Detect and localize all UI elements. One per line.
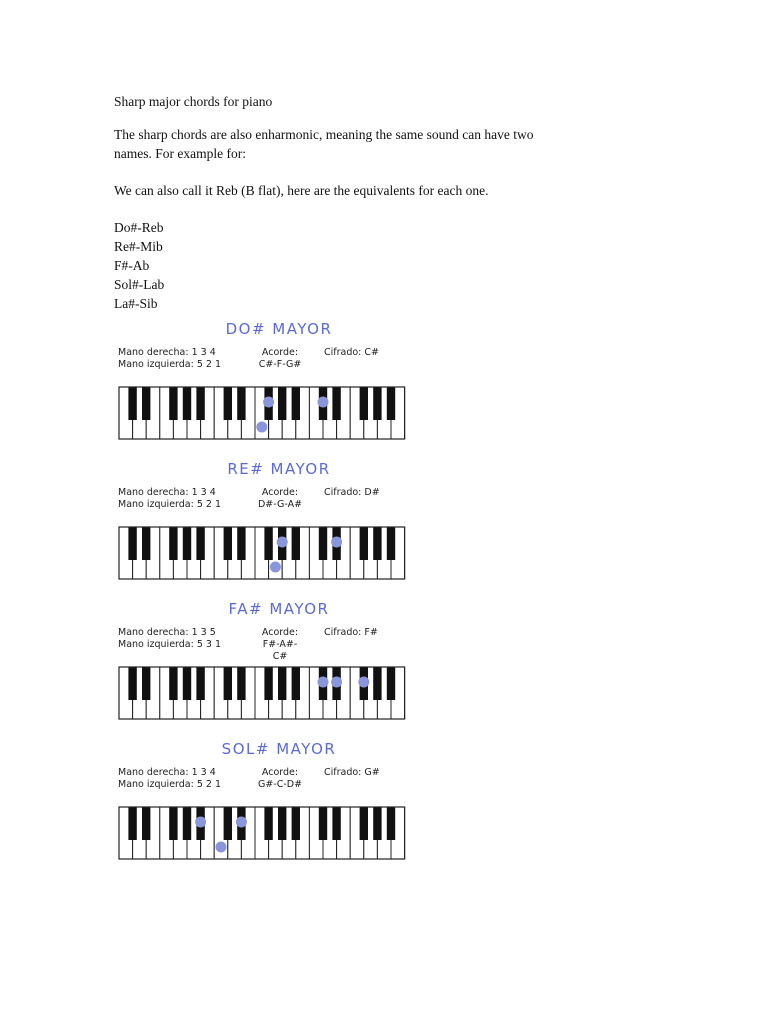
- black-key: [278, 667, 286, 700]
- chord-note-dot: [358, 677, 369, 688]
- fingering: [118, 487, 221, 511]
- black-key: [360, 527, 368, 560]
- left-hand-fingering: Mano izquierda: 5 2 1: [118, 779, 222, 790]
- black-key: [278, 387, 286, 420]
- black-key: [142, 807, 150, 840]
- black-key: [128, 387, 136, 420]
- black-key: [387, 667, 395, 700]
- page-title: Sharp major chords for piano: [114, 94, 273, 109]
- fingering: [118, 347, 221, 371]
- black-key: [264, 527, 272, 560]
- black-key: [142, 527, 150, 560]
- black-key: [360, 387, 368, 420]
- chord-note-dot: [331, 537, 342, 548]
- chord-note-dot: [236, 817, 247, 828]
- black-key: [169, 667, 177, 700]
- chord-title: RE# MAYOR: [227, 460, 331, 478]
- chord-note-dot: [277, 537, 288, 548]
- left-hand-fingering: Mano izquierda: 5 2 1: [118, 499, 222, 510]
- right-hand-fingering: Mano derecha: 1 3 4: [118, 487, 216, 498]
- right-hand-fingering: Mano derecha: 1 3 5: [118, 627, 216, 638]
- chord-note-dot: [256, 422, 267, 433]
- chord-card-re-sharp: [114, 460, 414, 590]
- acorde-label: Acorde:: [261, 767, 299, 778]
- acorde-label: Acorde:: [261, 627, 299, 638]
- cifrado-label: Cifrado: D#: [324, 487, 380, 498]
- black-key: [169, 807, 177, 840]
- black-key: [387, 527, 395, 560]
- equivalents-list: [114, 218, 164, 313]
- black-key: [128, 807, 136, 840]
- chord-card-sol-sharp: [114, 740, 414, 870]
- equivalent-item: Sol#-Lab: [114, 277, 165, 292]
- acorde-notes: F#-A#-C#: [262, 639, 298, 662]
- chord-note-dot: [318, 397, 329, 408]
- black-key: [183, 807, 191, 840]
- black-key: [373, 527, 381, 560]
- chord-title: FA# MAYOR: [228, 600, 330, 618]
- fingering: [118, 627, 221, 651]
- acorde: [256, 767, 304, 791]
- black-key: [224, 807, 232, 840]
- black-key: [183, 527, 191, 560]
- black-key: [237, 527, 245, 560]
- black-key: [169, 387, 177, 420]
- black-key: [128, 667, 136, 700]
- chord-note-dot: [318, 677, 329, 688]
- acorde: [256, 347, 304, 371]
- acorde-label: Acorde:: [261, 347, 299, 358]
- chord-note-dot: [195, 817, 206, 828]
- black-key: [292, 807, 300, 840]
- equivalent-item: F#-Ab: [114, 258, 150, 273]
- black-key: [224, 667, 232, 700]
- chord-note-dot: [270, 562, 281, 573]
- right-hand-fingering: Mano derecha: 1 3 4: [118, 347, 216, 358]
- black-key: [264, 667, 272, 700]
- black-key: [319, 807, 327, 840]
- acorde-notes: C#-F-G#: [258, 359, 302, 370]
- chord-note-dot: [216, 842, 227, 853]
- black-key: [292, 667, 300, 700]
- black-key: [196, 387, 204, 420]
- left-hand-fingering: Mano izquierda: 5 2 1: [118, 359, 222, 370]
- piano-keyboard: [118, 526, 408, 582]
- black-key: [292, 387, 300, 420]
- black-key: [360, 807, 368, 840]
- black-key: [224, 387, 232, 420]
- alias-paragraph: We can also call it Reb (B flat), here are the equivalents for each one.: [114, 183, 489, 198]
- right-hand-fingering: Mano derecha: 1 3 4: [118, 767, 216, 778]
- black-key: [332, 387, 340, 420]
- black-key: [128, 527, 136, 560]
- black-key: [373, 667, 381, 700]
- cifrado-label: Cifrado: C#: [324, 347, 380, 358]
- chord-card-do-sharp: [114, 320, 414, 450]
- chord-note-dot: [263, 397, 274, 408]
- black-key: [169, 527, 177, 560]
- chord-title: DO# MAYOR: [225, 320, 333, 338]
- left-hand-fingering: Mano izquierda: 5 3 1: [118, 639, 222, 650]
- acorde-notes: G#-C-D#: [257, 779, 303, 790]
- black-key: [142, 667, 150, 700]
- acorde-notes: D#-G-A#: [257, 499, 303, 510]
- equivalent-item: Do#-Reb: [114, 220, 164, 235]
- black-key: [264, 807, 272, 840]
- black-key: [373, 387, 381, 420]
- black-key: [332, 807, 340, 840]
- cifrado-label: Cifrado: G#: [324, 767, 380, 778]
- intro-paragraph: The sharp chords are also enharmonic, meaning the same sound can have two names. For example for:: [114, 127, 534, 161]
- fingering: [118, 767, 221, 791]
- acorde: [256, 627, 304, 663]
- black-key: [196, 527, 204, 560]
- equivalent-item: La#-Sib: [114, 296, 158, 311]
- acorde: [256, 487, 304, 511]
- black-key: [237, 387, 245, 420]
- black-key: [319, 527, 327, 560]
- black-key: [237, 667, 245, 700]
- black-key: [183, 387, 191, 420]
- black-key: [292, 527, 300, 560]
- piano-keyboard: [118, 806, 408, 862]
- piano-keyboard: [118, 386, 408, 442]
- black-key: [387, 387, 395, 420]
- equivalent-item: Re#-Mib: [114, 239, 163, 254]
- black-key: [387, 807, 395, 840]
- black-key: [142, 387, 150, 420]
- piano-keyboard: [118, 666, 408, 722]
- cifrado-label: Cifrado: F#: [324, 627, 378, 638]
- acorde-label: Acorde:: [261, 487, 299, 498]
- chord-card-fa-sharp: [114, 600, 414, 730]
- black-key: [196, 667, 204, 700]
- chord-title: SOL# MAYOR: [221, 740, 337, 758]
- black-key: [373, 807, 381, 840]
- black-key: [224, 527, 232, 560]
- black-key: [183, 667, 191, 700]
- chord-note-dot: [331, 677, 342, 688]
- black-key: [278, 807, 286, 840]
